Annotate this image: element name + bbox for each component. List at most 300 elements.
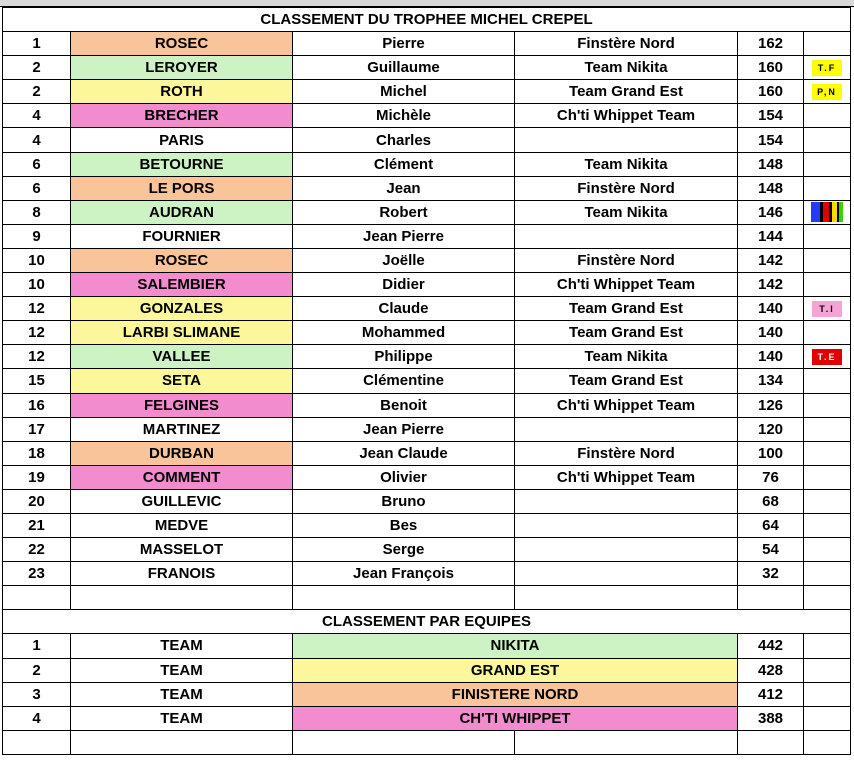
team-cell[interactable] <box>515 152 738 176</box>
firstname-cell-text: Jean François <box>353 565 454 583</box>
team-cell[interactable] <box>515 513 738 537</box>
firstname-cell[interactable] <box>293 128 515 152</box>
rank-cell-text: 17 <box>28 420 45 438</box>
team-label-cell-text: TEAM <box>160 709 203 727</box>
ranking-row <box>3 417 851 441</box>
firstname-cell-text: Bruno <box>381 492 426 510</box>
points-cell[interactable] <box>738 104 804 128</box>
points-cell[interactable] <box>738 56 804 80</box>
tag-cell[interactable] <box>804 80 851 104</box>
surname-cell-text: SETA <box>162 372 201 390</box>
empty-cell[interactable] <box>804 586 851 610</box>
firstname-cell-text: Claude <box>378 300 429 318</box>
team-rank-cell[interactable] <box>3 682 71 706</box>
team-label-cell[interactable] <box>71 682 293 706</box>
color-stripes-badge <box>811 202 843 222</box>
rank-cell[interactable] <box>3 441 71 465</box>
points-cell-text: 142 <box>757 276 784 294</box>
rank-cell-text: 8 <box>32 203 41 221</box>
firstname-cell-text: Philippe <box>374 348 433 366</box>
firstname-cell[interactable] <box>293 80 515 104</box>
tag-cell[interactable] <box>804 128 851 152</box>
tag-cell[interactable] <box>804 200 851 224</box>
points-cell[interactable] <box>738 562 804 586</box>
rank-cell[interactable] <box>3 224 71 248</box>
points-cell-text: 54 <box>762 541 779 559</box>
team-cell-text: Team Grand Est <box>569 300 683 318</box>
surname-cell[interactable] <box>71 441 293 465</box>
rank-cell[interactable] <box>3 32 71 56</box>
points-cell[interactable] <box>738 32 804 56</box>
firstname-cell-text: Guillaume <box>367 59 440 77</box>
team-rank-cell[interactable] <box>3 658 71 682</box>
rank-cell-text: 23 <box>28 565 45 583</box>
team-label-cell-text: TEAM <box>160 685 203 703</box>
team-label-cell-text: TEAM <box>160 637 203 655</box>
points-cell[interactable] <box>738 80 804 104</box>
tag-cell[interactable] <box>804 393 851 417</box>
points-cell[interactable] <box>738 128 804 152</box>
ranking-row <box>3 297 851 321</box>
surname-cell[interactable] <box>71 176 293 200</box>
rank-cell[interactable] <box>3 417 71 441</box>
rank-cell-text: 1 <box>32 35 41 53</box>
team-cell[interactable] <box>515 104 738 128</box>
surname-cell[interactable] <box>71 321 293 345</box>
team-cell[interactable] <box>515 441 738 465</box>
surname-cell[interactable] <box>71 104 293 128</box>
firstname-cell[interactable] <box>293 489 515 513</box>
empty-cell[interactable] <box>515 730 738 754</box>
team-name-cell[interactable] <box>293 634 738 658</box>
team-cell-text: Finstère Nord <box>577 35 675 53</box>
firstname-cell[interactable] <box>293 248 515 272</box>
surname-cell[interactable] <box>71 297 293 321</box>
rank-cell[interactable] <box>3 345 71 369</box>
firstname-cell[interactable] <box>293 32 515 56</box>
ranking-row <box>3 465 851 489</box>
team-cell[interactable] <box>515 176 738 200</box>
team-cell-text: Ch'ti Whippet Team <box>556 107 696 125</box>
firstname-cell-text: Clément <box>373 155 434 173</box>
surname-cell[interactable] <box>71 538 293 562</box>
empty-cell[interactable] <box>738 730 804 754</box>
team-row <box>3 658 851 682</box>
points-cell[interactable] <box>738 321 804 345</box>
firstname-cell[interactable] <box>293 465 515 489</box>
firstname-cell[interactable] <box>293 417 515 441</box>
team-rank-cell-text: 2 <box>32 661 41 679</box>
surname-cell[interactable] <box>71 417 293 441</box>
team-cell[interactable] <box>515 489 738 513</box>
rank-cell[interactable] <box>3 128 71 152</box>
surname-cell-text: LE PORS <box>148 179 215 197</box>
points-cell-text: 140 <box>757 348 784 366</box>
tag-cell[interactable] <box>804 369 851 393</box>
surname-cell-text: AUDRAN <box>149 203 214 221</box>
tag-cell[interactable] <box>804 465 851 489</box>
empty-cell[interactable] <box>804 634 851 658</box>
surname-cell[interactable] <box>71 345 293 369</box>
team-cell-text: Team Nikita <box>584 348 668 366</box>
firstname-cell[interactable] <box>293 538 515 562</box>
surname-cell-text: BETOURNE <box>139 155 224 173</box>
tag-cell[interactable] <box>804 562 851 586</box>
team-cell[interactable] <box>515 369 738 393</box>
surname-cell[interactable] <box>71 273 293 297</box>
ranking-row <box>3 128 851 152</box>
rank-cell[interactable] <box>3 176 71 200</box>
rank-cell-text: 10 <box>28 251 45 269</box>
ranking-row <box>3 152 851 176</box>
points-cell[interactable] <box>738 176 804 200</box>
team-cell[interactable] <box>515 297 738 321</box>
points-cell[interactable] <box>738 200 804 224</box>
team-label-cell[interactable] <box>71 706 293 730</box>
firstname-cell-text: Mohammed <box>361 324 446 342</box>
rank-cell-text: 10 <box>28 276 45 294</box>
team-label-cell[interactable] <box>71 658 293 682</box>
ranking-row <box>3 321 851 345</box>
rank-cell-text: 22 <box>28 541 45 559</box>
points-cell[interactable] <box>738 273 804 297</box>
rank-cell-text: 15 <box>28 372 45 390</box>
firstname-cell-text: Bes <box>389 517 418 535</box>
rank-cell[interactable] <box>3 393 71 417</box>
teams-title-cell[interactable] <box>3 610 851 634</box>
team-cell[interactable] <box>515 465 738 489</box>
team-cell[interactable] <box>515 32 738 56</box>
surname-cell-text: FOURNIER <box>142 227 221 245</box>
firstname-cell[interactable] <box>293 273 515 297</box>
surname-cell-text: GONZALES <box>139 300 224 318</box>
firstname-cell-text: Jean Claude <box>359 444 448 462</box>
rank-cell[interactable] <box>3 200 71 224</box>
firstname-cell-text: Olivier <box>380 468 427 486</box>
team-cell[interactable] <box>515 56 738 80</box>
ranking-row <box>3 80 851 104</box>
firstname-cell[interactable] <box>293 297 515 321</box>
tag-cell[interactable] <box>804 273 851 297</box>
rank-cell[interactable] <box>3 538 71 562</box>
team-row <box>3 706 851 730</box>
points-cell[interactable] <box>738 417 804 441</box>
firstname-cell-text: Michèle <box>375 107 432 125</box>
points-cell-text: 160 <box>757 59 784 77</box>
team-points-cell-text: 442 <box>757 637 784 655</box>
ranking-row <box>3 32 851 56</box>
points-cell-text: 162 <box>757 35 784 53</box>
empty-cell[interactable] <box>515 586 738 610</box>
points-cell-text: 32 <box>762 565 779 583</box>
ranking-row <box>3 393 851 417</box>
team-cell[interactable] <box>515 80 738 104</box>
empty-cell[interactable] <box>293 730 515 754</box>
surname-cell[interactable] <box>71 369 293 393</box>
team-cell[interactable] <box>515 393 738 417</box>
rank-cell[interactable] <box>3 489 71 513</box>
team-points-cell[interactable] <box>738 634 804 658</box>
tag-cell[interactable] <box>804 417 851 441</box>
team-rank-cell[interactable] <box>3 706 71 730</box>
firstname-cell[interactable] <box>293 176 515 200</box>
team-cell-text: Team Nikita <box>584 203 668 221</box>
surname-cell[interactable] <box>71 152 293 176</box>
rank-cell[interactable] <box>3 152 71 176</box>
previous-row-strip <box>0 0 854 7</box>
surname-cell-text: GUILLEVIC <box>141 492 222 510</box>
points-cell-text: 76 <box>762 468 779 486</box>
ranking-row <box>3 200 851 224</box>
points-cell-text: 148 <box>757 155 784 173</box>
empty-cell[interactable] <box>738 586 804 610</box>
surname-cell-text: FELGINES <box>143 396 219 414</box>
points-cell[interactable] <box>738 489 804 513</box>
empty-cell[interactable] <box>804 706 851 730</box>
team-name-cell-text: FINISTERE NORD <box>451 685 579 703</box>
tag-cell[interactable] <box>804 56 851 80</box>
tag-cell[interactable] <box>804 441 851 465</box>
firstname-cell[interactable] <box>293 369 515 393</box>
tag-cell[interactable] <box>804 345 851 369</box>
tag-cell[interactable] <box>804 513 851 537</box>
rank-cell[interactable] <box>3 321 71 345</box>
points-cell-text: 120 <box>757 420 784 438</box>
tag-cell[interactable] <box>804 32 851 56</box>
rank-cell[interactable] <box>3 297 71 321</box>
points-cell-text: 100 <box>757 444 784 462</box>
team-rank-cell-text: 3 <box>32 685 41 703</box>
rank-cell-text: 2 <box>32 59 41 77</box>
surname-cell-text: MARTINEZ <box>142 420 221 438</box>
points-cell[interactable] <box>738 345 804 369</box>
surname-cell-text: SALEMBIER <box>137 276 226 294</box>
surname-cell-text: MASSELOT <box>139 541 224 559</box>
rank-cell-text: 4 <box>32 131 41 149</box>
rank-cell-text: 12 <box>28 324 45 342</box>
surname-cell-text: MEDVE <box>154 517 209 535</box>
empty-cell[interactable] <box>71 730 293 754</box>
surname-cell[interactable] <box>71 224 293 248</box>
surname-cell-text: DURBAN <box>149 444 214 462</box>
empty-cell[interactable] <box>293 586 515 610</box>
ranking-row <box>3 56 851 80</box>
team-points-cell-text: 412 <box>757 685 784 703</box>
firstname-cell[interactable] <box>293 104 515 128</box>
team-rank-cell[interactable] <box>3 634 71 658</box>
surname-cell[interactable] <box>71 393 293 417</box>
points-cell[interactable] <box>738 441 804 465</box>
rank-cell[interactable] <box>3 562 71 586</box>
team-cell[interactable] <box>515 248 738 272</box>
empty-row <box>3 586 851 610</box>
team-label-cell-text: TEAM <box>160 661 203 679</box>
rank-cell-text: 18 <box>28 444 45 462</box>
firstname-cell[interactable] <box>293 441 515 465</box>
rank-cell[interactable] <box>3 273 71 297</box>
rank-cell-text: 6 <box>32 155 41 173</box>
ranking-row <box>3 273 851 297</box>
surname-cell[interactable] <box>71 80 293 104</box>
points-cell-text: 64 <box>762 517 779 535</box>
team-name-cell[interactable] <box>293 706 738 730</box>
tag-cell[interactable] <box>804 248 851 272</box>
rank-cell-text: 16 <box>28 396 45 414</box>
rank-cell[interactable] <box>3 56 71 80</box>
ranking-row <box>3 104 851 128</box>
rank-cell[interactable] <box>3 104 71 128</box>
surname-cell-text: LARBI SLIMANE <box>122 324 241 342</box>
surname-cell-text: FRANOIS <box>147 565 216 583</box>
points-cell[interactable] <box>738 538 804 562</box>
surname-cell[interactable] <box>71 128 293 152</box>
team-cell[interactable] <box>515 345 738 369</box>
firstname-cell-text: Pierre <box>382 35 425 53</box>
rank-cell-text: 6 <box>32 179 41 197</box>
firstname-cell[interactable] <box>293 321 515 345</box>
firstname-cell[interactable] <box>293 562 515 586</box>
firstname-cell[interactable] <box>293 345 515 369</box>
surname-cell[interactable] <box>71 248 293 272</box>
points-cell-text: 144 <box>757 227 784 245</box>
rank-cell-text: 9 <box>32 227 41 245</box>
surname-cell[interactable] <box>71 32 293 56</box>
ranking-row <box>3 248 851 272</box>
firstname-cell[interactable] <box>293 152 515 176</box>
surname-cell-text: ROSEC <box>154 35 209 53</box>
team-cell-text: Team Grand Est <box>569 324 683 342</box>
firstname-cell-text: Michel <box>380 83 427 101</box>
points-cell[interactable] <box>738 224 804 248</box>
points-cell[interactable] <box>738 465 804 489</box>
tag-cell[interactable] <box>804 321 851 345</box>
team-name-cell[interactable] <box>293 658 738 682</box>
rank-cell-text: 4 <box>32 107 41 125</box>
team-cell-text: Finstère Nord <box>577 179 675 197</box>
ranking-row <box>3 489 851 513</box>
tag-cell[interactable] <box>804 176 851 200</box>
points-cell-text: 140 <box>757 300 784 318</box>
tag-cell[interactable] <box>804 297 851 321</box>
ranking-title-cell[interactable] <box>3 8 851 32</box>
empty-cell[interactable] <box>804 658 851 682</box>
firstname-cell[interactable] <box>293 393 515 417</box>
points-cell[interactable] <box>738 513 804 537</box>
rank-cell[interactable] <box>3 465 71 489</box>
team-cell[interactable] <box>515 200 738 224</box>
team-cell[interactable] <box>515 224 738 248</box>
rank-cell[interactable] <box>3 369 71 393</box>
team-cell[interactable] <box>515 562 738 586</box>
team-cell-text: Ch'ti Whippet Team <box>556 468 696 486</box>
points-cell[interactable] <box>738 152 804 176</box>
ranking-row <box>3 538 851 562</box>
team-cell[interactable] <box>515 273 738 297</box>
rank-cell[interactable] <box>3 80 71 104</box>
points-cell[interactable] <box>738 393 804 417</box>
firstname-cell[interactable] <box>293 56 515 80</box>
team-cell[interactable] <box>515 128 738 152</box>
rank-cell-text: 21 <box>28 517 45 535</box>
points-cell-text: 154 <box>757 107 784 125</box>
rank-cell[interactable] <box>3 513 71 537</box>
team-name-cell-text: NIKITA <box>490 637 540 655</box>
team-cell[interactable] <box>515 321 738 345</box>
firstname-cell[interactable] <box>293 200 515 224</box>
team-cell-text: Team Nikita <box>584 155 668 173</box>
team-cell[interactable] <box>515 417 738 441</box>
firstname-cell-text: Benoit <box>380 396 427 414</box>
ranking-grid <box>2 7 851 755</box>
points-cell[interactable] <box>738 297 804 321</box>
surname-cell-text: LEROYER <box>145 59 218 77</box>
empty-cell[interactable] <box>804 682 851 706</box>
team-cell-text: Team Nikita <box>584 59 668 77</box>
teams-title-row <box>3 610 851 634</box>
tag-cell[interactable] <box>804 104 851 128</box>
rank-cell[interactable] <box>3 248 71 272</box>
tag-cell[interactable] <box>804 224 851 248</box>
firstname-cell-text: Jean <box>386 179 421 197</box>
surname-cell-text: PARIS <box>159 131 204 149</box>
team-row <box>3 682 851 706</box>
surname-cell[interactable] <box>71 562 293 586</box>
surname-cell[interactable] <box>71 513 293 537</box>
ranking-row <box>3 345 851 369</box>
points-cell[interactable] <box>738 369 804 393</box>
team-label-cell[interactable] <box>71 634 293 658</box>
tag-cell[interactable] <box>804 152 851 176</box>
team-cell-text: Finstère Nord <box>577 444 675 462</box>
surname-cell-text: ROTH <box>160 83 203 101</box>
team-name-cell-text: CH'TI WHIPPET <box>459 709 571 727</box>
surname-cell[interactable] <box>71 200 293 224</box>
ranking-row <box>3 224 851 248</box>
ranking-title: CLASSEMENT DU TROPHEE MICHEL CREPEL <box>260 11 593 29</box>
surname-cell[interactable] <box>71 465 293 489</box>
points-cell-text: 68 <box>762 492 779 510</box>
teams-title-cell-text: CLASSEMENT PAR EQUIPES <box>322 613 531 631</box>
team-name-cell[interactable] <box>293 682 738 706</box>
team-cell-text: Team Grand Est <box>569 83 683 101</box>
ranking-row <box>3 369 851 393</box>
team-cell[interactable] <box>515 538 738 562</box>
surname-cell[interactable] <box>71 56 293 80</box>
team-points-cell[interactable] <box>738 658 804 682</box>
empty-cell[interactable] <box>71 586 293 610</box>
team-rank-cell-text: 4 <box>32 709 41 727</box>
surname-cell[interactable] <box>71 489 293 513</box>
team-points-cell-text: 428 <box>757 661 784 679</box>
team-points-cell[interactable] <box>738 706 804 730</box>
tag-cell[interactable] <box>804 489 851 513</box>
empty-cell[interactable] <box>3 730 71 754</box>
firstname-cell-text: Charles <box>375 131 432 149</box>
tag-badge: T.F <box>812 60 842 76</box>
ranking-row <box>3 562 851 586</box>
firstname-cell[interactable] <box>293 513 515 537</box>
firstname-cell[interactable] <box>293 224 515 248</box>
firstname-cell-text: Joëlle <box>382 251 425 269</box>
points-cell-text: 126 <box>757 396 784 414</box>
tag-badge: T.I <box>812 301 842 317</box>
empty-cell[interactable] <box>804 730 851 754</box>
tag-cell[interactable] <box>804 538 851 562</box>
points-cell[interactable] <box>738 248 804 272</box>
team-points-cell[interactable] <box>738 682 804 706</box>
empty-cell[interactable] <box>3 586 71 610</box>
team-cell-text: Finstère Nord <box>577 251 675 269</box>
